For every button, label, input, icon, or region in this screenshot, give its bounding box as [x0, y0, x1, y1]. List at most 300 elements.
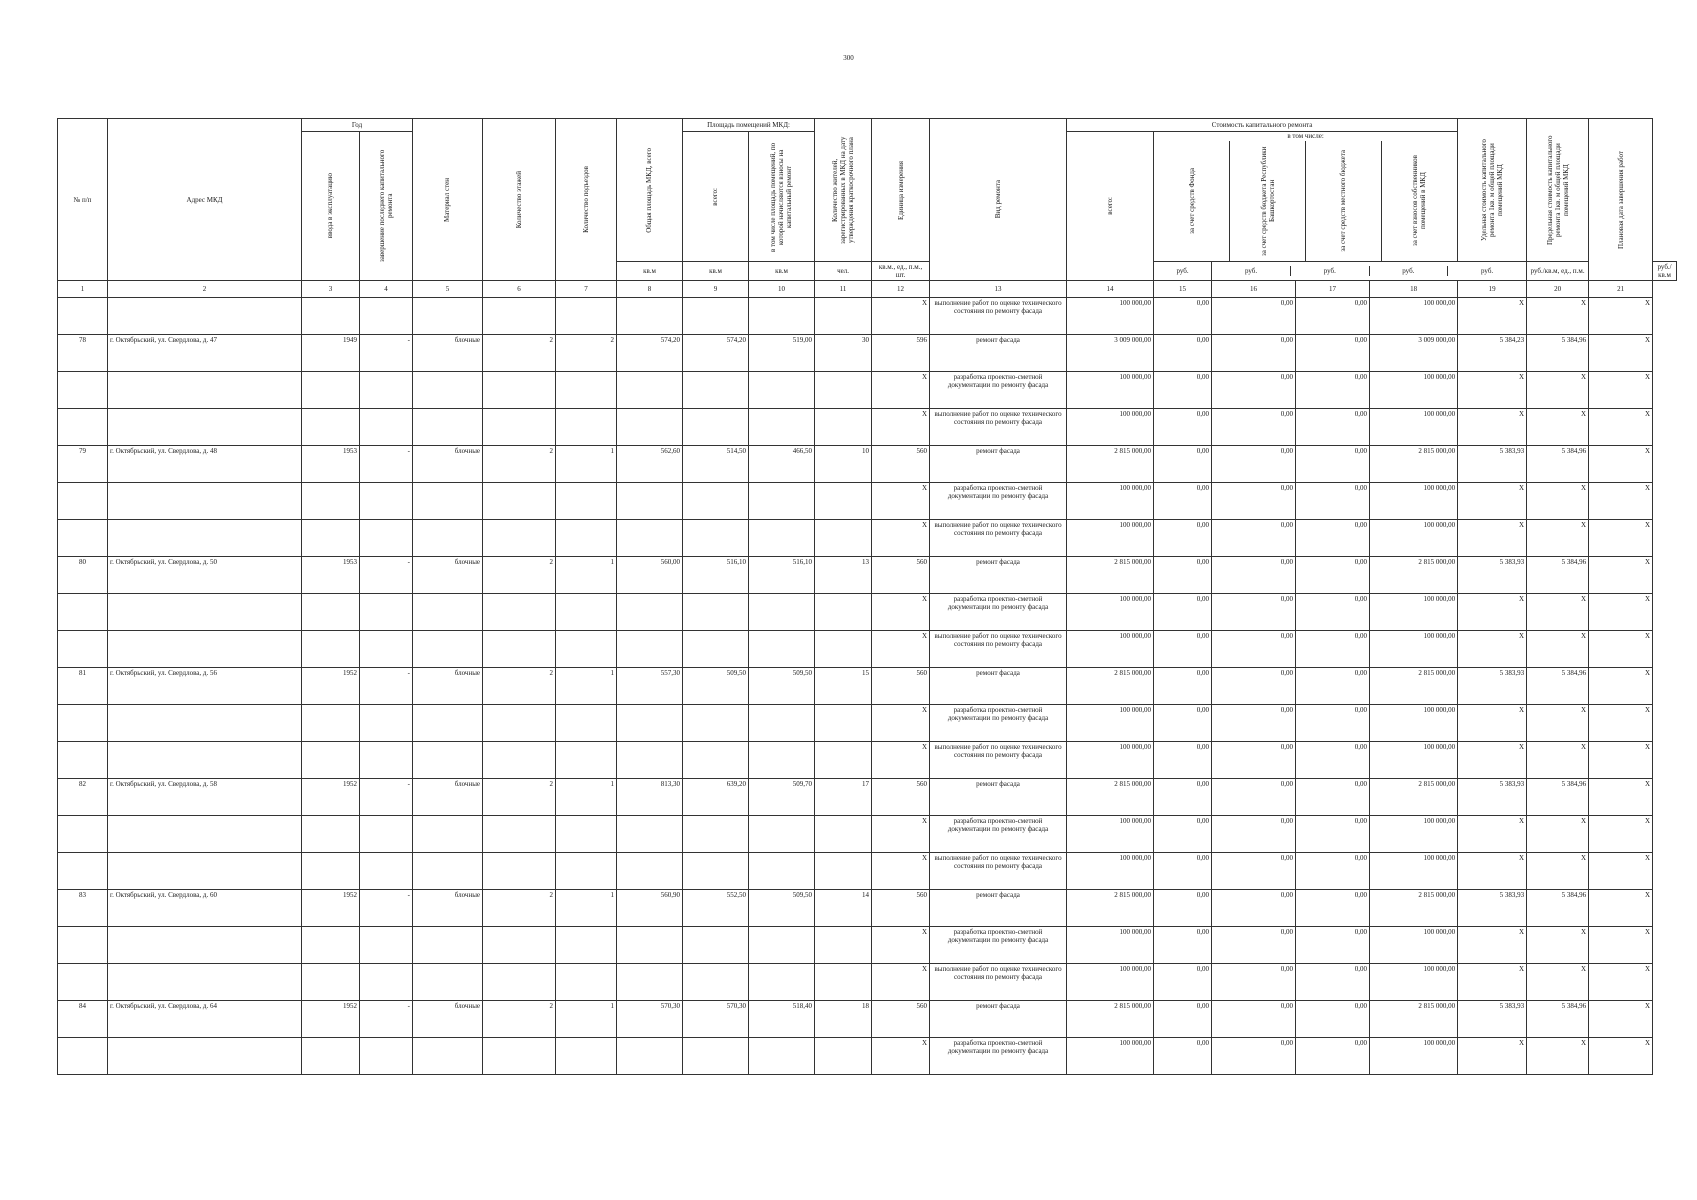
table-cell-c14: 100 000,00: [1067, 372, 1154, 409]
table-cell-c2: [108, 816, 302, 853]
table-cell-c1: 82: [58, 779, 108, 816]
table-cell-c10: 518,40: [749, 1001, 815, 1038]
table-cell-c21: X: [1589, 890, 1653, 927]
table-cell-c4: [360, 853, 413, 890]
table-cell-c8: [617, 372, 683, 409]
table-cell-c12: X: [872, 298, 930, 335]
table-cell-c18: 2 815 000,00: [1370, 779, 1458, 816]
table-cell-c4: [360, 816, 413, 853]
table-cell-c17: 0,00: [1296, 446, 1370, 483]
table-cell-c10: 509,50: [749, 890, 815, 927]
table-cell-c19: 5 383,93: [1458, 779, 1527, 816]
table-cell-c14: 100 000,00: [1067, 927, 1154, 964]
table-cell-c12: X: [872, 742, 930, 779]
table-cell-c12: 560: [872, 1001, 930, 1038]
table-cell-c10: [749, 594, 815, 631]
table-cell-c15: 0,00: [1154, 409, 1212, 446]
table-cell-c17: 0,00: [1296, 298, 1370, 335]
table-cell-c16: 0,00: [1212, 631, 1296, 668]
table-cell-c3: [302, 705, 360, 742]
table-cell-c6: [483, 742, 556, 779]
table-cell-c13: разработка проектно-сметной документации по ремонту фасада: [930, 1038, 1067, 1075]
unit-cell: руб.: [1154, 262, 1212, 281]
table-cell-c18: 2 815 000,00: [1370, 668, 1458, 705]
table-cell-c4: -: [360, 557, 413, 594]
table-cell-c2: г. Октябрьский, ул. Свердлова, д. 58: [108, 779, 302, 816]
table-cell-c7: [556, 594, 617, 631]
table-cell-c17: 0,00: [1296, 372, 1370, 409]
table-cell-c18: 2 815 000,00: [1370, 446, 1458, 483]
table-cell-c20: X: [1527, 1038, 1589, 1075]
table-cell-c16: 0,00: [1212, 742, 1296, 779]
table-cell-c17: 0,00: [1296, 890, 1370, 927]
column-number: 6: [483, 281, 556, 298]
table-cell-c3: [302, 594, 360, 631]
table-cell-c15: 0,00: [1154, 335, 1212, 372]
table-cell-c12: X: [872, 816, 930, 853]
table-cell-c11: 14: [815, 890, 872, 927]
table-row-subwork: [58, 927, 1677, 964]
table-cell-c4: [360, 705, 413, 742]
column-number: 2: [108, 281, 302, 298]
table-cell-c7: 1: [556, 890, 617, 927]
table-row-subwork: [58, 483, 1677, 520]
table-cell-c12: X: [872, 927, 930, 964]
table-cell-c19: X: [1458, 372, 1527, 409]
table-cell-c3: 1952: [302, 668, 360, 705]
table-cell-c3: [302, 372, 360, 409]
table-cell-c21: X: [1589, 335, 1653, 372]
table-cell-c4: -: [360, 779, 413, 816]
column-number: 18: [1370, 281, 1458, 298]
table-cell-c18: 100 000,00: [1370, 594, 1458, 631]
table-row-subwork: [58, 594, 1677, 631]
table-cell-c11: [815, 816, 872, 853]
table-cell-c9: 514,50: [683, 446, 749, 483]
table-cell-c18: 2 815 000,00: [1370, 557, 1458, 594]
table-cell-c1: [58, 594, 108, 631]
table-cell-c8: [617, 520, 683, 557]
table-cell-c5: [413, 483, 483, 520]
table-cell-c9: [683, 1038, 749, 1075]
header-incl-group: [1154, 132, 1458, 262]
table-cell-c2: [108, 298, 302, 335]
table-cell-c18: 100 000,00: [1370, 298, 1458, 335]
table-cell-c19: X: [1458, 1038, 1527, 1075]
table-cell-c4: [360, 1038, 413, 1075]
table-cell-c2: [108, 1038, 302, 1075]
unit-cell: руб./кв.м: [1653, 262, 1677, 281]
table-cell-c10: 509,50: [749, 668, 815, 705]
table-cell-c17: 0,00: [1296, 816, 1370, 853]
table-cell-c4: [360, 372, 413, 409]
table-cell-c18: 100 000,00: [1370, 816, 1458, 853]
table-cell-c20: 5 384,96: [1527, 890, 1589, 927]
table-cell-c16: 0,00: [1212, 335, 1296, 372]
table-cell-c9: 509,50: [683, 668, 749, 705]
table-cell-c9: 570,30: [683, 1001, 749, 1038]
table-cell-c4: [360, 409, 413, 446]
header-unit-cost: Удельная стоимость капитального ремонта 1кв. м общей площади помещений МКД: [1480, 139, 1505, 241]
table-cell-c17: 0,00: [1296, 853, 1370, 890]
table-cell-c11: 10: [815, 446, 872, 483]
table-cell-c11: [815, 1038, 872, 1075]
table-cell-c10: [749, 816, 815, 853]
header-floors: Количество этажей: [514, 170, 523, 229]
table-row-building: [58, 1001, 1677, 1038]
table-cell-c15: 0,00: [1154, 1001, 1212, 1038]
table-cell-c20: 5 384,96: [1527, 335, 1589, 372]
column-number: 9: [683, 281, 749, 298]
table-cell-c15: 0,00: [1154, 446, 1212, 483]
table-cell-c15: 0,00: [1154, 372, 1212, 409]
table-cell-c1: [58, 520, 108, 557]
table-cell-c15: 0,00: [1154, 890, 1212, 927]
table-cell-c16: 0,00: [1212, 853, 1296, 890]
table-cell-c21: X: [1589, 372, 1653, 409]
table-cell-c11: [815, 631, 872, 668]
table-cell-c12: X: [872, 964, 930, 1001]
table-cell-c2: [108, 409, 302, 446]
table-cell-c14: 2 815 000,00: [1067, 557, 1154, 594]
table-cell-c3: [302, 1038, 360, 1075]
table-cell-c16: 0,00: [1212, 298, 1296, 335]
table-cell-c7: [556, 372, 617, 409]
table-cell-c5: [413, 520, 483, 557]
table-cell-c10: 466,50: [749, 446, 815, 483]
table-cell-c14: 100 000,00: [1067, 631, 1154, 668]
table-cell-c19: 5 383,93: [1458, 1001, 1527, 1038]
table-cell-c8: 560,90: [617, 890, 683, 927]
table-cell-c15: 0,00: [1154, 668, 1212, 705]
table-cell-c18: 100 000,00: [1370, 705, 1458, 742]
table-cell-c2: г. Октябрьский, ул. Свердлова, д. 48: [108, 446, 302, 483]
column-number: 14: [1067, 281, 1154, 298]
table-cell-c17: 0,00: [1296, 520, 1370, 557]
table-cell-c14: 2 815 000,00: [1067, 779, 1154, 816]
column-number-row: [58, 281, 1677, 298]
header-incl-label: в том числе:: [1287, 132, 1324, 140]
table-cell-c1: [58, 409, 108, 446]
table-cell-c1: 81: [58, 668, 108, 705]
table-cell-c16: 0,00: [1212, 483, 1296, 520]
table-cell-c17: 0,00: [1296, 409, 1370, 446]
table-cell-c11: [815, 853, 872, 890]
table-cell-c2: [108, 927, 302, 964]
header-unit: Единица измерения: [896, 160, 905, 220]
column-number: 1: [58, 281, 108, 298]
table-cell-c16: 0,00: [1212, 557, 1296, 594]
table-body: [58, 298, 1677, 1075]
table-cell-c5: [413, 631, 483, 668]
table-cell-c21: X: [1589, 705, 1653, 742]
table-cell-c21: X: [1589, 594, 1653, 631]
table-cell-c6: [483, 483, 556, 520]
table-cell-c10: [749, 964, 815, 1001]
column-number: 3: [302, 281, 360, 298]
table-cell-c16: 0,00: [1212, 668, 1296, 705]
table-cell-c21: X: [1589, 779, 1653, 816]
table-cell-c14: 2 815 000,00: [1067, 1001, 1154, 1038]
table-cell-c18: 100 000,00: [1370, 520, 1458, 557]
table-cell-c3: 1952: [302, 779, 360, 816]
table-cell-c8: 570,30: [617, 1001, 683, 1038]
table-cell-c10: [749, 631, 815, 668]
table-row-subwork: [58, 853, 1677, 890]
table-cell-c5: [413, 298, 483, 335]
column-number: 13: [930, 281, 1067, 298]
table-cell-c14: 2 815 000,00: [1067, 668, 1154, 705]
table-cell-c20: X: [1527, 372, 1589, 409]
table-cell-c18: 100 000,00: [1370, 853, 1458, 890]
table-cell-c12: X: [872, 705, 930, 742]
table-cell-c5: блочные: [413, 446, 483, 483]
table-cell-c7: [556, 483, 617, 520]
table-cell-c3: [302, 853, 360, 890]
table-cell-c2: г. Октябрьский, ул. Свердлова, д. 60: [108, 890, 302, 927]
table-cell-c13: выполнение работ по оценке технического состояния по ремонту фасада: [930, 520, 1067, 557]
table-row-subwork: [58, 964, 1677, 1001]
header-planned-date: Плановая дата завершения работ: [1616, 150, 1625, 249]
table-cell-c19: X: [1458, 631, 1527, 668]
table-cell-c19: 5 384,23: [1458, 335, 1527, 372]
table-cell-c21: X: [1589, 927, 1653, 964]
table-cell-c7: [556, 705, 617, 742]
table-cell-c9: [683, 483, 749, 520]
table-cell-c5: [413, 927, 483, 964]
header-residents: Количество жителей, зарегистрированных в МКД на дату утверждения краткосрочного плана: [830, 136, 856, 244]
table-cell-c7: 1: [556, 779, 617, 816]
table-cell-c5: [413, 372, 483, 409]
table-cell-c12: X: [872, 1038, 930, 1075]
table-cell-c10: [749, 372, 815, 409]
table-cell-c13: разработка проектно-сметной документации по ремонту фасада: [930, 372, 1067, 409]
table-cell-c12: 560: [872, 446, 930, 483]
table-cell-c13: ремонт фасада: [930, 335, 1067, 372]
table-cell-c16: 0,00: [1212, 1038, 1296, 1075]
table-cell-c9: [683, 927, 749, 964]
table-cell-c17: 0,00: [1296, 668, 1370, 705]
table-cell-c2: [108, 631, 302, 668]
table-cell-c1: [58, 1038, 108, 1075]
table-cell-c2: г. Октябрьский, ул. Свердлова, д. 56: [108, 668, 302, 705]
table-cell-c19: X: [1458, 594, 1527, 631]
table-cell-c15: 0,00: [1154, 779, 1212, 816]
table-cell-c13: ремонт фасада: [930, 557, 1067, 594]
unit-cell-group: [1212, 262, 1527, 281]
table-cell-c10: [749, 705, 815, 742]
table-cell-c7: [556, 742, 617, 779]
column-number: 17: [1296, 281, 1370, 298]
table-cell-c20: X: [1527, 520, 1589, 557]
table-cell-c11: [815, 594, 872, 631]
table-cell-c9: [683, 853, 749, 890]
table-cell-c1: [58, 964, 108, 1001]
table-cell-c15: 0,00: [1154, 631, 1212, 668]
table-cell-c9: 574,20: [683, 335, 749, 372]
table-cell-c18: 100 000,00: [1370, 409, 1458, 446]
table-cell-c20: X: [1527, 409, 1589, 446]
table-cell-c5: блочные: [413, 668, 483, 705]
table-cell-c6: 2: [483, 890, 556, 927]
table-cell-c10: [749, 409, 815, 446]
header-entrances: Количество подъездов: [581, 166, 590, 233]
table-cell-c13: ремонт фасада: [930, 446, 1067, 483]
table-cell-c13: выполнение работ по оценке технического состояния по ремонту фасада: [930, 964, 1067, 1001]
table-cell-c13: разработка проектно-сметной документации по ремонту фасада: [930, 594, 1067, 631]
table-cell-c8: [617, 1038, 683, 1075]
column-number: 21: [1589, 281, 1653, 298]
table-cell-c4: [360, 520, 413, 557]
table-cell-c11: 15: [815, 668, 872, 705]
table-cell-c5: блочные: [413, 557, 483, 594]
table-cell-c1: [58, 298, 108, 335]
table-cell-c2: г. Октябрьский, ул. Свердлова, д. 50: [108, 557, 302, 594]
header-last-repair: завершение последнего капитального ремонта: [377, 149, 394, 263]
table-cell-c14: 100 000,00: [1067, 853, 1154, 890]
table-cell-c3: [302, 927, 360, 964]
table-cell-c2: [108, 705, 302, 742]
table-cell-c15: 0,00: [1154, 964, 1212, 1001]
table-cell-c2: [108, 594, 302, 631]
table-cell-c19: X: [1458, 742, 1527, 779]
table-cell-c7: [556, 631, 617, 668]
table-cell-c20: X: [1527, 594, 1589, 631]
table-cell-c20: X: [1527, 742, 1589, 779]
table-cell-c12: 560: [872, 557, 930, 594]
table-cell-c7: 1: [556, 1001, 617, 1038]
header-commission-year: ввода в эксплуатацию: [326, 173, 335, 239]
table-cell-c2: [108, 853, 302, 890]
table-cell-c5: [413, 816, 483, 853]
table-cell-c5: [413, 964, 483, 1001]
table-cell-c14: 2 815 000,00: [1067, 446, 1154, 483]
table-cell-c12: X: [872, 409, 930, 446]
header-max-cost: Предельная стоимость капитального ремонта 1кв. м общей площади помещений МКД: [1545, 135, 1570, 245]
table-row-subwork: [58, 298, 1677, 335]
column-number: 8: [617, 281, 683, 298]
table-cell-c9: [683, 298, 749, 335]
table-cell-c19: X: [1458, 705, 1527, 742]
table-cell-c9: [683, 409, 749, 446]
table-cell-c16: 0,00: [1212, 446, 1296, 483]
table-row-subwork: [58, 816, 1677, 853]
table-cell-c19: 5 383,93: [1458, 446, 1527, 483]
column-number: 19: [1458, 281, 1527, 298]
table-cell-c4: [360, 927, 413, 964]
table-cell-c11: 17: [815, 779, 872, 816]
table-cell-c8: 574,20: [617, 335, 683, 372]
table-cell-c10: [749, 520, 815, 557]
table-cell-c17: 0,00: [1296, 1001, 1370, 1038]
table-cell-c11: [815, 483, 872, 520]
table-cell-c6: [483, 705, 556, 742]
table-cell-c8: [617, 298, 683, 335]
table-cell-c8: [617, 816, 683, 853]
column-number: 10: [749, 281, 815, 298]
header-cost-group: Стоимость капитального ремонта: [1067, 119, 1458, 132]
table-cell-c9: 516,10: [683, 557, 749, 594]
table-cell-c15: 0,00: [1154, 705, 1212, 742]
table-cell-c8: 557,30: [617, 668, 683, 705]
table-cell-c13: ремонт фасада: [930, 779, 1067, 816]
table-cell-c15: 0,00: [1154, 1038, 1212, 1075]
table-cell-c20: X: [1527, 927, 1589, 964]
table-cell-c2: г. Октябрьский, ул. Свердлова, д. 64: [108, 1001, 302, 1038]
table-cell-c6: 2: [483, 335, 556, 372]
table-cell-c16: 0,00: [1212, 779, 1296, 816]
table-cell-c12: X: [872, 631, 930, 668]
table-cell-c3: [302, 742, 360, 779]
table-row-subwork: [58, 742, 1677, 779]
table-cell-c9: [683, 372, 749, 409]
table-cell-c15: 0,00: [1154, 816, 1212, 853]
table-cell-c1: [58, 631, 108, 668]
table-cell-c16: 0,00: [1212, 594, 1296, 631]
table-cell-c14: 100 000,00: [1067, 409, 1154, 446]
header-address: Адрес МКД: [108, 119, 302, 281]
table-cell-c3: [302, 520, 360, 557]
table-cell-c3: [302, 816, 360, 853]
column-number: 11: [815, 281, 872, 298]
table-cell-c11: [815, 520, 872, 557]
table-cell-c7: [556, 1038, 617, 1075]
table-cell-c18: 2 815 000,00: [1370, 890, 1458, 927]
table-cell-c14: 100 000,00: [1067, 594, 1154, 631]
table-cell-c19: X: [1458, 409, 1527, 446]
table-cell-c17: 0,00: [1296, 742, 1370, 779]
table-cell-c10: 519,00: [749, 335, 815, 372]
table-cell-c14: 100 000,00: [1067, 705, 1154, 742]
table-cell-c21: X: [1589, 446, 1653, 483]
table-cell-c17: 0,00: [1296, 483, 1370, 520]
table-cell-c7: [556, 409, 617, 446]
table-cell-c18: 100 000,00: [1370, 372, 1458, 409]
unit-cell: руб.: [1481, 267, 1494, 276]
table-cell-c6: [483, 816, 556, 853]
table-cell-c3: 1952: [302, 1001, 360, 1038]
table-cell-c11: 13: [815, 557, 872, 594]
table-cell-c10: [749, 1038, 815, 1075]
table-cell-c11: [815, 705, 872, 742]
table-cell-c4: -: [360, 890, 413, 927]
table-cell-c10: 516,10: [749, 557, 815, 594]
table-cell-c20: X: [1527, 964, 1589, 1001]
table-row-subwork: [58, 1038, 1677, 1075]
table-cell-c7: 1: [556, 446, 617, 483]
unit-cell: кв.м: [683, 262, 749, 281]
table-cell-c16: 0,00: [1212, 705, 1296, 742]
table-cell-c1: [58, 372, 108, 409]
column-number: 7: [556, 281, 617, 298]
table-cell-c5: блочные: [413, 890, 483, 927]
table-cell-c5: [413, 594, 483, 631]
table-cell-c13: разработка проектно-сметной документации по ремонту фасада: [930, 705, 1067, 742]
header-owners: за счет взносов собственников помещений в МКД: [1411, 155, 1428, 247]
table-cell-c12: 560: [872, 668, 930, 705]
table-cell-c9: [683, 631, 749, 668]
table-cell-c4: [360, 594, 413, 631]
table-cell-c8: [617, 409, 683, 446]
table-cell-c19: X: [1458, 964, 1527, 1001]
header-republic-budget: за счет средств бюджета Республики Башкортостан: [1259, 146, 1276, 256]
table-cell-c13: разработка проектно-сметной документации по ремонту фасада: [930, 483, 1067, 520]
table-cell-c21: X: [1589, 483, 1653, 520]
table-cell-c21: X: [1589, 298, 1653, 335]
table-cell-c5: [413, 705, 483, 742]
table-cell-c6: [483, 594, 556, 631]
repair-plan-table: [57, 118, 1677, 1075]
